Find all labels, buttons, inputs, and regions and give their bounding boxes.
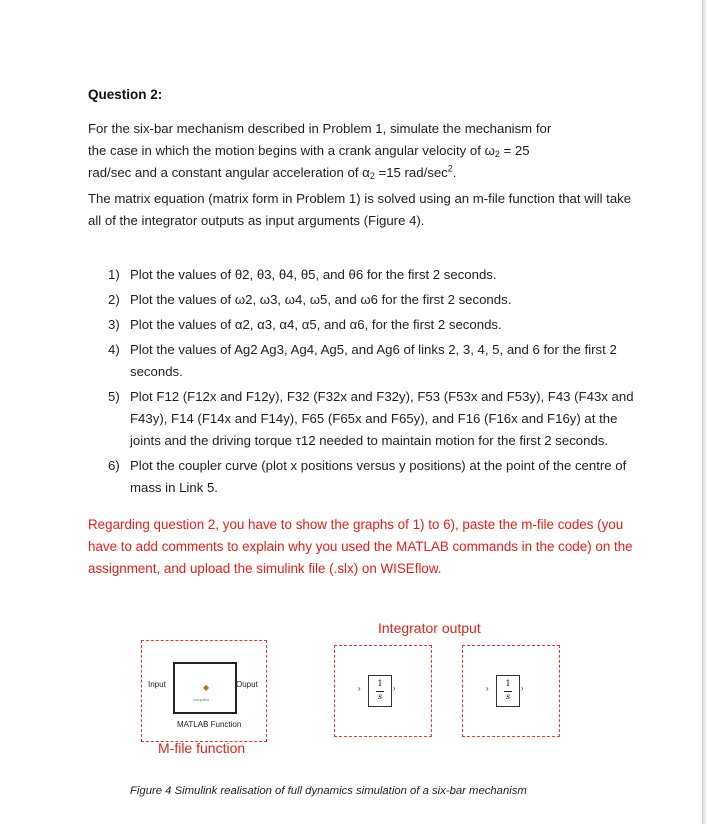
figure-caption: Figure 4 Simulink realisation of full dynamics simulation of a six-bar mechanism <box>130 785 527 797</box>
integrator-block-2[interactable]: 1 s <box>496 675 520 707</box>
task-list <box>108 264 636 502</box>
list-item: 2) Plot the values of ω2, ω3, ω4, ω5, and ω6 for the first 2 seconds. <box>108 292 512 307</box>
input-arrow-icon: › <box>486 684 489 693</box>
output-arrow-icon: › <box>393 684 396 693</box>
output-arrow-icon: › <box>521 684 524 693</box>
matlab-function-label: MATLAB Function <box>177 720 242 729</box>
list-item: 3) Plot the values of α2, α3, α4, α5, and α6, for the first 2 seconds. <box>108 317 502 332</box>
list-item: 1) Plot the values of θ2, θ3, θ4, θ5, and θ6 for the first 2 seconds. <box>108 267 497 282</box>
output-port-label: Ouput <box>236 680 258 689</box>
integrator-block-1[interactable]: 1 s <box>368 675 392 707</box>
block-inner-label: compiled <box>193 697 210 702</box>
intro-paragraph <box>88 118 636 184</box>
list-item: 5) Plot F12 (F12x and F12y), F32 (F32x and F32y), F53 (F53x and F53y), F43 (F43x and F43y), F14 (F14x and F14y), F65 (F65x and F65y), and F16 (F16x and F16y) at the joints and the driving torque τ12 needed to maintain motion for the first 2 seconds. <box>108 389 634 448</box>
intro-line-2: the case in which the motion begins with a crank angular velocity of $\omega_2 = 25$ <box>88 143 530 159</box>
intro-line-1: For the six-bar mechanism described in Problem 1, simulate the mechanism for <box>88 121 552 136</box>
mfile-function-label: M-file function <box>158 740 246 756</box>
list-item: 6) Plot the coupler curve (plot x positions versus y positions) at the point of the centre of mass in Link 5. <box>108 458 627 495</box>
input-port-label: Input <box>148 680 166 689</box>
intro-line-3: rad/sec and a constant angular acceleration of $\alpha_2 =15$ rad/$\sec^2$. <box>88 163 457 181</box>
matrix-paragraph: The matrix equation (matrix form in Problem 1) is solved using an m-file function that will take all of the integrator outputs as input arguments (Figure 4). <box>88 191 632 228</box>
block-arrow-icon: ◆ <box>203 683 210 692</box>
question-title: Question 2: <box>88 87 163 102</box>
input-arrow-icon: › <box>358 684 361 693</box>
submission-note: Regarding question 2, you have to show the graphs of 1) to 6), paste the m-file codes (you have to add comments to explain why you used the MATLAB commands in the code) on the assignment, and upload the simulink file (.slx) on WISEflow. <box>88 517 633 576</box>
list-item: 4) Plot the values of Ag2 Ag3, Ag4, Ag5, and Ag6 of links 2, 3, 4, 5, and 6 for the first 2 seconds. <box>108 342 617 379</box>
integrator-output-label: Integrator output <box>378 620 481 636</box>
